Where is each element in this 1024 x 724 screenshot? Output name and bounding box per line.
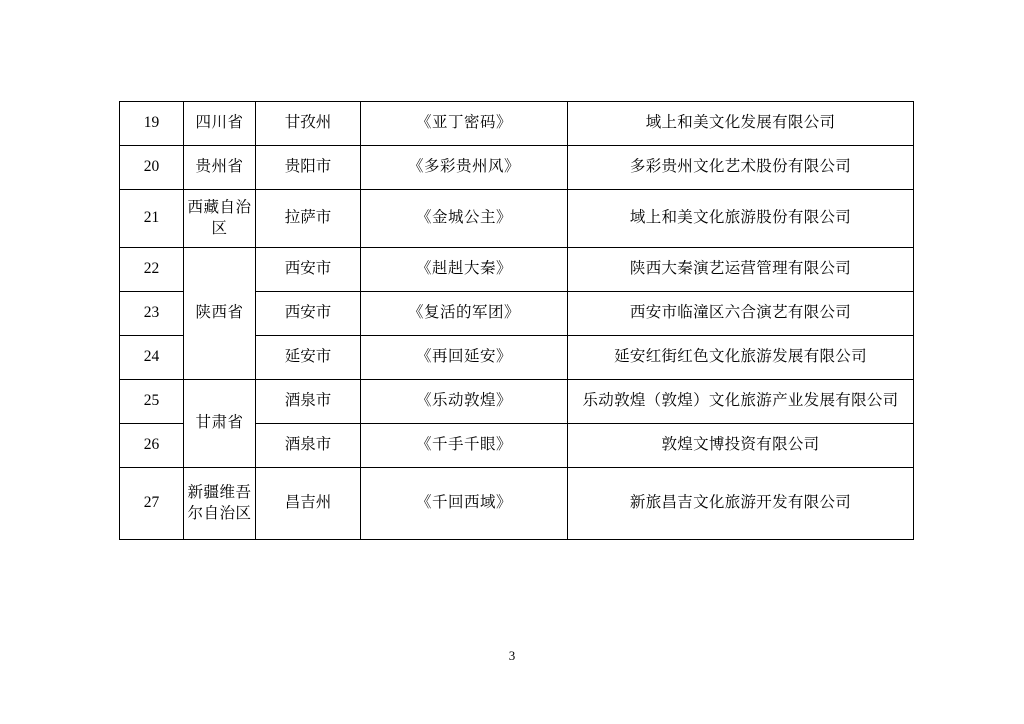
row-number: 23 <box>120 292 184 336</box>
table-row <box>120 146 914 190</box>
table-row <box>120 380 914 424</box>
row-province: 贵州省 <box>184 146 256 190</box>
row-city: 昌吉州 <box>256 468 361 540</box>
row-city: 贵阳市 <box>256 146 361 190</box>
row-province: 甘肃省 <box>184 380 256 468</box>
row-province: 新疆维吾尔自治区 <box>184 468 256 540</box>
project-list-table <box>119 101 914 540</box>
table-row <box>120 468 914 540</box>
row-number: 22 <box>120 248 184 292</box>
row-show-title: 《金城公主》 <box>361 190 568 248</box>
row-company: 多彩贵州文化艺术股份有限公司 <box>568 146 914 190</box>
row-number: 27 <box>120 468 184 540</box>
row-company: 延安红街红色文化旅游发展有限公司 <box>568 336 914 380</box>
row-number: 24 <box>120 336 184 380</box>
row-company: 西安市临潼区六合演艺有限公司 <box>568 292 914 336</box>
row-number: 21 <box>120 190 184 248</box>
row-number: 25 <box>120 380 184 424</box>
row-city: 甘孜州 <box>256 102 361 146</box>
row-company: 敦煌文博投资有限公司 <box>568 424 914 468</box>
row-number: 26 <box>120 424 184 468</box>
row-province: 陕西省 <box>184 248 256 380</box>
row-company: 乐动敦煌（敦煌）文化旅游产业发展有限公司 <box>568 380 914 424</box>
page-number: 3 <box>508 648 516 663</box>
row-company: 陕西大秦演艺运营管理有限公司 <box>568 248 914 292</box>
row-show-title: 《复活的军团》 <box>361 292 568 336</box>
row-city: 酒泉市 <box>256 380 361 424</box>
row-show-title: 《千回西域》 <box>361 468 568 540</box>
row-number: 20 <box>120 146 184 190</box>
row-show-title: 《赳赳大秦》 <box>361 248 568 292</box>
row-show-title: 《乐动敦煌》 <box>361 380 568 424</box>
row-city: 拉萨市 <box>256 190 361 248</box>
table-row <box>120 102 914 146</box>
row-number: 19 <box>120 102 184 146</box>
row-city: 西安市 <box>256 292 361 336</box>
table-row <box>120 248 914 292</box>
table-row <box>120 190 914 248</box>
row-show-title: 《多彩贵州风》 <box>361 146 568 190</box>
row-city: 延安市 <box>256 336 361 380</box>
row-company: 域上和美文化旅游股份有限公司 <box>568 190 914 248</box>
row-province: 四川省 <box>184 102 256 146</box>
row-company: 新旅昌吉文化旅游开发有限公司 <box>568 468 914 540</box>
row-province: 西藏自治区 <box>184 190 256 248</box>
row-show-title: 《再回延安》 <box>361 336 568 380</box>
project-list-table-wrapper <box>119 101 913 540</box>
row-show-title: 《千手千眼》 <box>361 424 568 468</box>
row-company: 域上和美文化发展有限公司 <box>568 102 914 146</box>
row-city: 酒泉市 <box>256 424 361 468</box>
row-city: 西安市 <box>256 248 361 292</box>
row-show-title: 《亚丁密码》 <box>361 102 568 146</box>
